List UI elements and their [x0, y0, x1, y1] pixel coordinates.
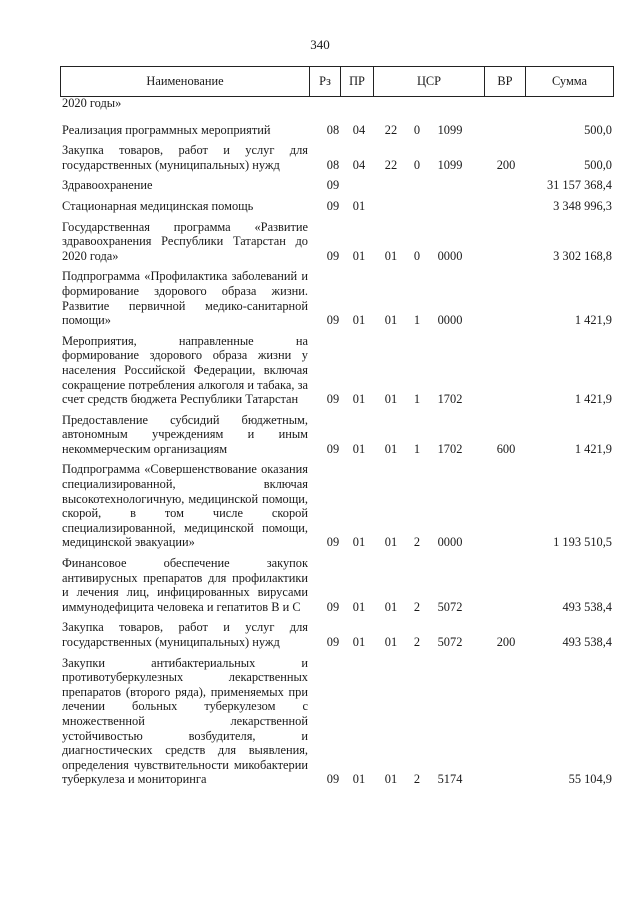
row-csr-subprogram: 1: [413, 313, 421, 328]
row-rz: 09: [326, 198, 340, 213]
row-vr: 200: [496, 635, 516, 649]
row-pr: 01: [352, 535, 366, 550]
row-pr: 01: [352, 772, 366, 787]
table-row: [60, 96, 640, 111]
row-csr-program: 01: [384, 535, 398, 550]
table-row: [60, 143, 640, 172]
table-row: [60, 199, 640, 214]
row-csr-direction: 0000: [437, 313, 463, 328]
row-name: Закупки антибактериальных и противотуберкулезных лекарственных препаратов (второго ряда), применяемых при лечении больных туберкулезом с множественной лекарственной устойчивостью возбудителя, и диагностических средств для выявления, определения чувствительности микобактерии туберкулеза и мониторинга: [62, 655, 308, 787]
row-sum: 493 538,4: [562, 599, 612, 614]
row-name: Финансовое обеспечение закупок антивирусных препаратов для профилактики и лечения лиц, инфицированных вирусами иммунодефицита человека и гепатитов В и С: [62, 556, 308, 614]
row-sum: 500,0: [584, 157, 612, 172]
col-header-vr: ВР: [485, 67, 526, 97]
row-csr-subprogram: 2: [413, 535, 421, 550]
row-csr-program: 01: [384, 635, 398, 649]
row-sum: 500,0: [584, 122, 612, 137]
row-pr: 04: [352, 122, 366, 137]
page-number: 340: [310, 37, 330, 52]
row-sum: 1 421,9: [574, 441, 612, 456]
row-pr: 01: [352, 599, 366, 614]
row-csr-direction: 0000: [437, 248, 463, 263]
table-row: [60, 123, 640, 138]
row-csr-direction: 1099: [437, 157, 463, 172]
row-pr: 01: [352, 313, 366, 328]
col-header-csr: ЦСР: [374, 67, 485, 97]
row-rz: 09: [326, 392, 340, 407]
row-csr-direction: 1702: [437, 392, 463, 407]
col-header-rz: Рз: [310, 67, 341, 97]
row-csr-subprogram: 2: [413, 635, 421, 649]
row-name: Подпрограмма «Профилактика заболеваний и формирование здорового образа жизни. Развитие первичной медико-санитарной помощи»: [62, 269, 308, 328]
row-sum: 493 538,4: [562, 635, 612, 649]
row-rz: 09: [326, 599, 340, 614]
col-header-name: Наименование: [61, 67, 310, 97]
row-rz: 09: [326, 441, 340, 456]
row-csr-subprogram: 0: [413, 157, 421, 172]
table-row: [60, 556, 640, 614]
table-row: [60, 334, 640, 407]
row-csr-subprogram: 2: [413, 599, 421, 614]
row-vr: 600: [496, 441, 516, 456]
row-rz: 09: [326, 635, 340, 649]
table-header: [60, 66, 614, 97]
table-row: [60, 656, 640, 787]
row-pr: 04: [352, 157, 366, 172]
row-csr-program: 01: [384, 392, 398, 407]
table-row: [60, 413, 640, 457]
row-sum: 1 421,9: [574, 392, 612, 407]
row-rz: 09: [326, 535, 340, 550]
col-header-sum: Сумма: [526, 67, 614, 97]
row-csr-program: 01: [384, 441, 398, 456]
row-name: Закупка товаров, работ и услуг для государственных (муниципальных) нужд: [62, 143, 308, 172]
row-csr-program: 22: [384, 157, 398, 172]
row-sum: 55 104,9: [568, 772, 612, 787]
row-sum: 1 421,9: [574, 313, 612, 328]
row-csr-subprogram: 1: [413, 392, 421, 407]
row-csr-program: 01: [384, 248, 398, 263]
row-sum: 1 193 510,5: [553, 535, 612, 550]
row-csr-program: 01: [384, 599, 398, 614]
row-pr: 01: [352, 441, 366, 456]
row-rz: 09: [326, 313, 340, 328]
row-name: Здравоохранение: [62, 178, 153, 193]
row-name: Закупка товаров, работ и услуг для государственных (муниципальных) нужд: [62, 620, 308, 649]
row-pr: 01: [352, 248, 366, 263]
table-row: [60, 269, 640, 327]
row-rz: 09: [326, 248, 340, 263]
row-name: Предоставление субсидий бюджетным, автономным учреждениям и иным некоммерческим организациям: [62, 412, 308, 456]
row-csr-direction: 5072: [437, 599, 463, 614]
row-pr: 01: [352, 635, 366, 649]
row-csr-direction: 5072: [437, 635, 463, 649]
table-row: [60, 462, 640, 550]
row-csr-program: 01: [384, 772, 398, 787]
row-rz: 08: [326, 122, 340, 137]
table-row: [60, 620, 640, 649]
row-vr: 200: [496, 157, 516, 172]
row-name: Реализация программных мероприятий: [62, 122, 271, 137]
table-row: [60, 220, 640, 264]
row-rz: 08: [326, 157, 340, 172]
row-csr-subprogram: 2: [413, 772, 421, 787]
row-pr: 01: [352, 392, 366, 407]
row-name: Стационарная медицинская помощь: [62, 198, 254, 213]
row-csr-subprogram: 0: [413, 122, 421, 137]
row-sum: 31 157 368,4: [546, 178, 612, 193]
row-sum: 3 348 996,3: [553, 198, 612, 213]
row-csr-direction: 0000: [437, 535, 463, 550]
row-pr: 01: [352, 198, 366, 213]
row-csr-subprogram: 1: [413, 441, 421, 456]
row-name: Мероприятия, направленные на формирование здорового образа жизни у населения Российской Федерации, включая сокращение потребления алкоголя и табака, за счет средств бюджета Республики Татарстан: [62, 333, 308, 407]
row-csr-program: 22: [384, 122, 398, 137]
col-header-pr: ПР: [341, 67, 374, 97]
row-sum: 3 302 168,8: [553, 248, 612, 263]
row-name: 2020 годы»: [62, 96, 122, 110]
table-row: [60, 178, 640, 193]
row-rz: 09: [326, 178, 340, 193]
row-name: Государственная программа «Развитие здравоохранения Республики Татарстан до 2020 года»: [62, 219, 308, 263]
row-csr-direction: 5174: [437, 772, 463, 787]
row-csr-direction: 1099: [437, 122, 463, 137]
row-csr-program: 01: [384, 313, 398, 328]
row-csr-direction: 1702: [437, 441, 463, 456]
row-name: Подпрограмма «Совершенствование оказания специализированной, включая высокотехнологичную, медицинской помощи, скорой, в том числе скорой специализированной, медицинской помощи, медицинской эвакуации»: [62, 462, 308, 550]
row-csr-subprogram: 0: [413, 248, 421, 263]
row-rz: 09: [326, 772, 340, 787]
table-body: [60, 96, 640, 787]
